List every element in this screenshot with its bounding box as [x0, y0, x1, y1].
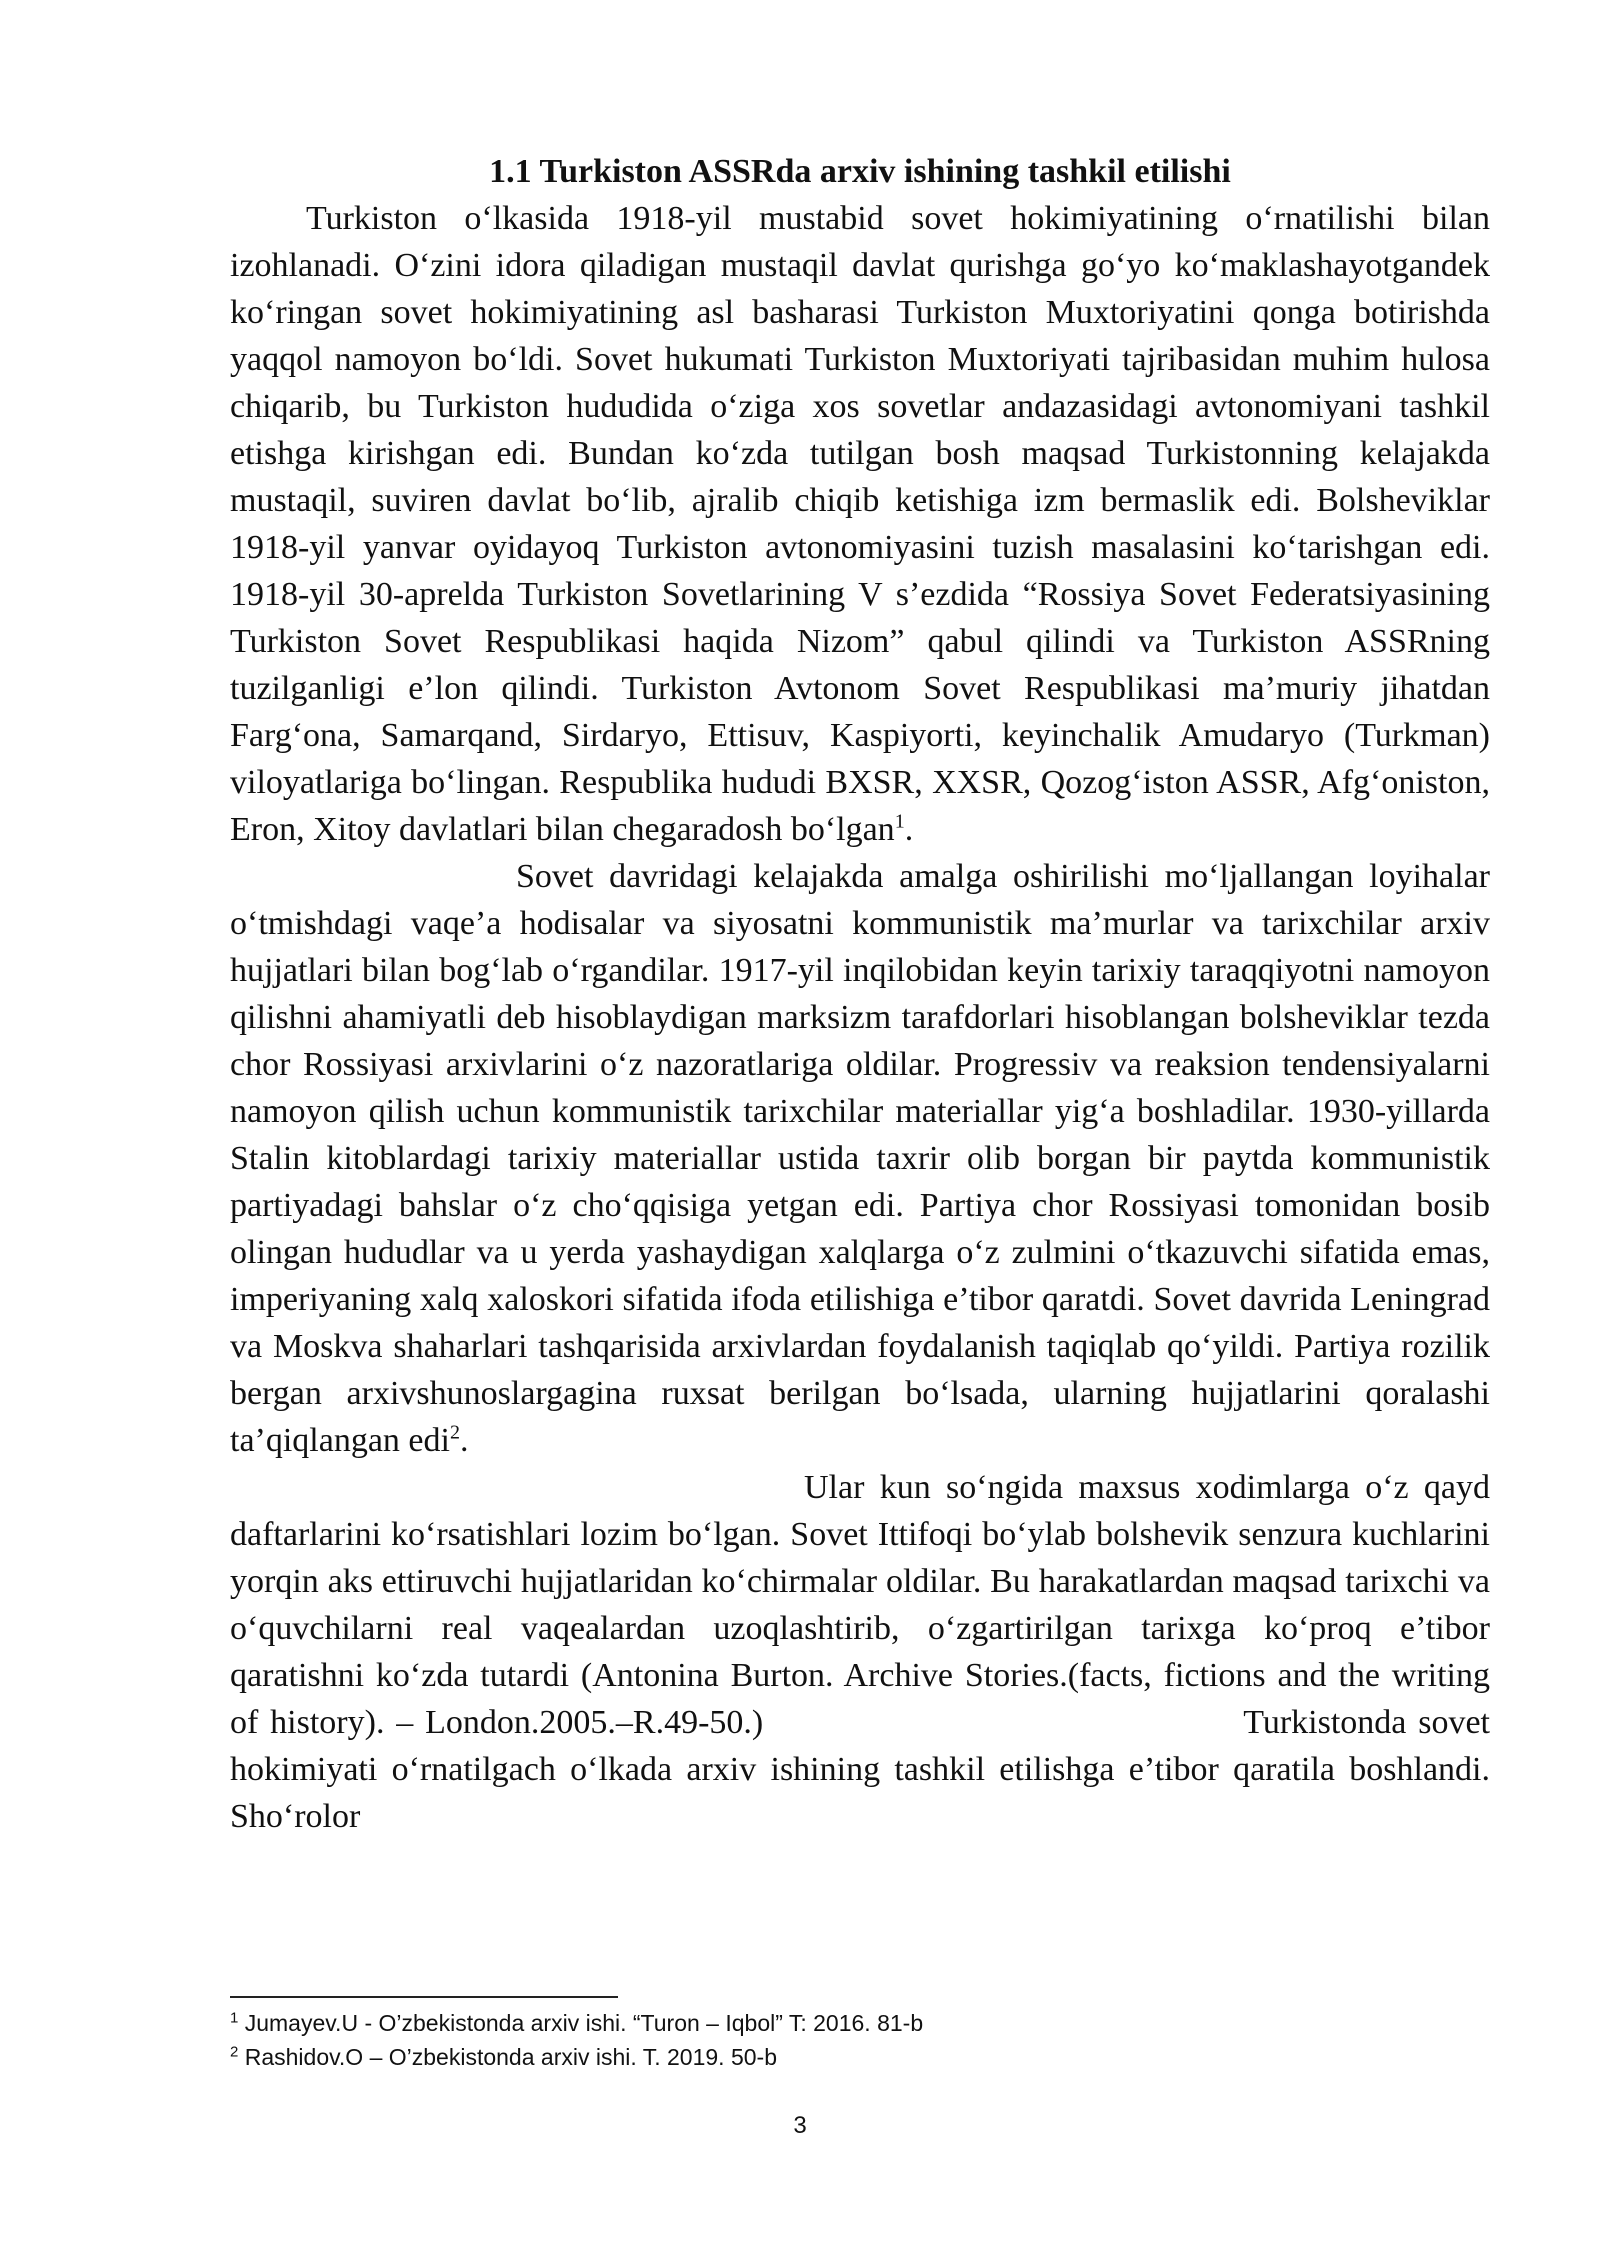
- footnote-1: [230, 2006, 1230, 2040]
- footnote-1-number: 1: [230, 2009, 239, 2027]
- footnote-2-text: Rashidov.O – O’zbekistonda arxiv ishi. T. 2019. 50-b: [244, 2044, 777, 2070]
- paragraph-3: [230, 1464, 1490, 1840]
- footnote-ref-2[interactable]: 2: [449, 1421, 460, 1444]
- paragraph-2: [230, 853, 1490, 1464]
- section-heading: 1.1 Turkiston ASSRda arxiv ishining tashkil etilishi: [489, 153, 1231, 190]
- footnote-ref-1[interactable]: 1: [894, 810, 905, 833]
- footnote-separator: [230, 1996, 618, 1998]
- page-body: [230, 148, 1490, 1840]
- footnote-1-text: Jumayev.U - O’zbekistonda arxiv ishi. “Turon – Iqbol” T: 2016. 81-b: [244, 2010, 924, 2036]
- paragraph-1-end: .: [904, 811, 914, 848]
- footnote-2: [230, 2040, 1230, 2074]
- paragraph-1-text: Turkiston o‘lkasida 1918-yil mustabid sovet hokimiyatining o‘rnatilishi bilan izohlanadi. O‘zini idora qiladigan mustaqil davlat qurishga go‘yo ko‘maklashayotgandek ko‘ringan sovet hokimiyatining asl basharasi Turkiston Muxtoriyatini qonga botirishda yaqqol namoyon bo‘ldi. Sovet hukumati Turkiston Muxtoriyati tajribasidan muhim hulosa chiqarib, bu Turkiston hududida o‘ziga xos sovetlar andazasidagi avtonomiyani tashkil etishga kirishgan edi. Bundan ko‘zda tutilgan bosh maqsad Turkistonning kelajakda mustaqil, suviren davlat bo‘lib, ajralib chiqib ketishiga izm bermaslik edi. Bolsheviklar 1918-yil yanvar oyidayoq Turkiston avtonomiyasini tuzish masalasini ko‘tarishgan edi. 1918-yil 30-aprelda Turkiston Sovetlarining V s’ezdida “Rossiya Sovet Federatsiyasining Turkiston Sovet Respublikasi haqida Nizom” qabul qilindi va Turkiston ASSRning tuzilganligi e’lon qilindi. Turkiston Avtonom Sovet Respublikasi ma’muriy jihatdan Farg‘ona, Samarqand, Sirdaryo, Ettisuv, Kaspiyorti, keyinchalik Amudaryo (Turkman) viloyatlariga bo‘lingan. Respublika hududi BXSR, XXSR, Qozog‘iston ASSR, Afg‘oniston, Eron, Xitoy davlatlari bilan chegaradosh bo‘lgan: [230, 200, 1490, 848]
- paragraph-2-text: Sovet davridagi kelajakda amalga oshirilishi mo‘ljallangan loyihalar o‘tmishdagi vaqe’a hodisalar va siyosatni kommunistik ma’murlar va tarixchilar arxiv hujjatlari bilan bog‘lab o‘rgandilar. 1917-yil inqilobidan keyin tarixiy taraqqiyotni namoyon qilishni ahamiyatli deb hisoblaydigan marksizm tarafdorlari hisoblangan bolsheviklar tezda chor Rossiyasi arxivlarini o‘z nazoratlariga oldilar. Progressiv va reaksion tendensiyalarni namoyon qilish uchun kommunistik tarixchilar materiallar yig‘a boshladilar. 1930-yillarda Stalin kitoblardagi tarixiy materiallar ustida taxrir olib borgan bir paytda kommunistik partiyadagi bahslar o‘z cho‘qqisiga yetgan edi. Partiya chor Rossiyasi tomonidan bosib olingan hududlar va u yerda yashaydigan xalqlarga o‘z zulmini o‘tkazuvchi sifatida emas, imperiyaning xalq xaloskori sifatida ifoda etilishiga e’tibor qaratdi. Sovet davrida Leningrad va Moskva shaharlari tashqarisida arxivlardan foydalanish taqiqlab qo‘yildi. Partiya rozilik bergan arxivshunoslargagina ruxsat berilgan bo‘lsada, ularning hujjatlarini qoralashi ta’qiqlangan edi: [230, 858, 1490, 1459]
- footnotes: [230, 2006, 1230, 2074]
- paragraph-3-text: Ular kun so‘ngida maxsus xodimlarga o‘z qayd daftarlarini ko‘rsatishlari lozim bo‘lgan. Sovet Ittifoqi bo‘ylab bolshevik senzura kuchlarini yorqin aks ettiruvchi hujjatlaridan ko‘chirmalar oldilar. Bu harakatlardan maqsad tarixchi va o‘quvchilarni real vaqealardan uzoqlashtirib, o‘zgartirilgan tarixga ko‘proq e’tibor qaratishni ko‘zda tutardi (Antonina Burton. Archive Stories.(facts, fictions and the writing of history). – London.2005.–R.49-50.): [230, 1469, 1490, 1741]
- paragraph-3-continuation: Turkistonda sovet hokimiyati o‘rnatilgach o‘lkada arxiv ishining tashkil etilishga e’tibor qaratila boshlandi. Sho‘rolor: [230, 1704, 1490, 1835]
- paragraph-1: [230, 195, 1490, 853]
- page-number: 3: [793, 2112, 807, 2139]
- paragraph-2-end: .: [459, 1422, 469, 1459]
- footnote-2-number: 2: [230, 2043, 239, 2061]
